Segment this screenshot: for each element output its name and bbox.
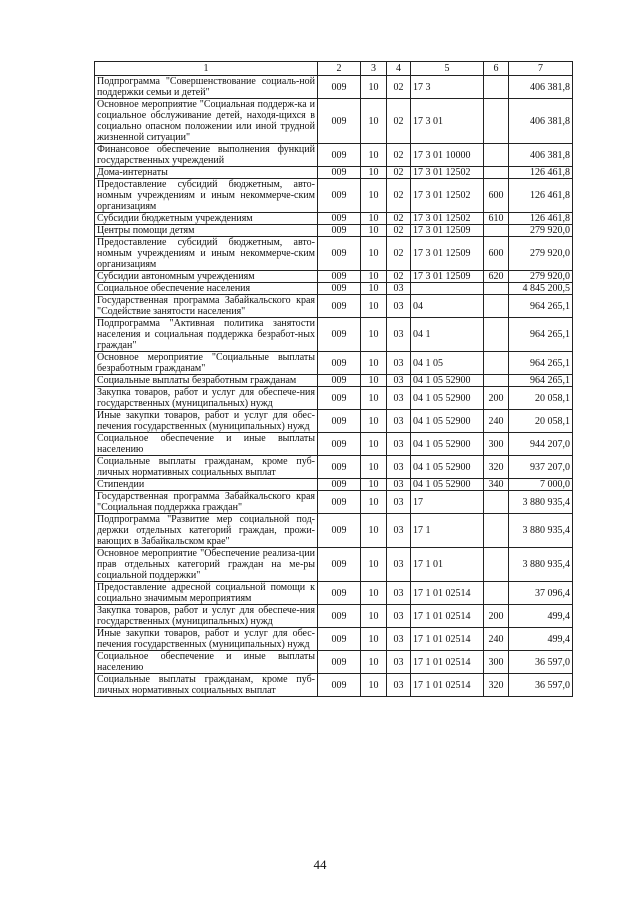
- cell-amount: 126 461,8: [509, 179, 573, 213]
- cell-amount: 4 845 200,5: [509, 283, 573, 295]
- cell-amount: 279 920,0: [509, 271, 573, 283]
- cell-subsection: 02: [387, 99, 411, 144]
- cell-amount: 937 207,0: [509, 456, 573, 479]
- cell-expense-type: [484, 352, 509, 375]
- table-row: [95, 514, 573, 548]
- cell-expense-type: 340: [484, 479, 509, 491]
- cell-expense-type: 200: [484, 605, 509, 628]
- cell-section: 10: [361, 144, 387, 167]
- cell-subsection: 03: [387, 479, 411, 491]
- cell-admin-code: 009: [318, 479, 361, 491]
- cell-name: Подпрограмма "Совершенствование социаль-ной поддержки семьи и детей": [95, 76, 318, 99]
- cell-amount: 3 880 935,4: [509, 491, 573, 514]
- cell-target-item: 04 1 05 52900: [411, 410, 484, 433]
- header-col-4: 4: [387, 62, 411, 76]
- cell-section: 10: [361, 410, 387, 433]
- cell-subsection: 02: [387, 144, 411, 167]
- cell-section: 10: [361, 375, 387, 387]
- cell-section: 10: [361, 225, 387, 237]
- cell-admin-code: 009: [318, 295, 361, 318]
- table-row: [95, 352, 573, 375]
- cell-subsection: 03: [387, 433, 411, 456]
- cell-section: 10: [361, 271, 387, 283]
- cell-name: Социальное обеспечение и иные выплаты населению: [95, 433, 318, 456]
- cell-name: Социальные выплаты безработным гражданам: [95, 375, 318, 387]
- cell-admin-code: 009: [318, 491, 361, 514]
- cell-admin-code: 009: [318, 514, 361, 548]
- cell-admin-code: 009: [318, 318, 361, 352]
- table-row: [95, 674, 573, 697]
- cell-subsection: 03: [387, 605, 411, 628]
- cell-target-item: 17 3 01: [411, 99, 484, 144]
- cell-admin-code: 009: [318, 352, 361, 375]
- table-row: [95, 605, 573, 628]
- cell-target-item: 17 3 01 12509: [411, 271, 484, 283]
- table-row: [95, 318, 573, 352]
- cell-amount: 279 920,0: [509, 225, 573, 237]
- cell-name: Иные закупки товаров, работ и услуг для обес-печения государственных (муниципальных) нужд: [95, 410, 318, 433]
- cell-target-item: 17 1 01: [411, 548, 484, 582]
- cell-admin-code: 009: [318, 144, 361, 167]
- cell-subsection: 03: [387, 491, 411, 514]
- header-col-7: 7: [509, 62, 573, 76]
- cell-expense-type: 600: [484, 179, 509, 213]
- cell-target-item: 17 3 01 10000: [411, 144, 484, 167]
- table-row: [95, 479, 573, 491]
- table-row: [95, 213, 573, 225]
- cell-section: 10: [361, 433, 387, 456]
- cell-name: Субсидии автономным учреждениям: [95, 271, 318, 283]
- cell-amount: 36 597,0: [509, 651, 573, 674]
- budget-table: [94, 61, 573, 697]
- table-row: [95, 295, 573, 318]
- cell-name: Социальное обеспечение и иные выплаты населению: [95, 651, 318, 674]
- table-row: [95, 433, 573, 456]
- cell-subsection: 03: [387, 628, 411, 651]
- table-row: [95, 179, 573, 213]
- table-row: [95, 548, 573, 582]
- cell-target-item: 17 3 01 12502: [411, 213, 484, 225]
- cell-section: 10: [361, 76, 387, 99]
- cell-admin-code: 009: [318, 456, 361, 479]
- cell-expense-type: 610: [484, 213, 509, 225]
- cell-admin-code: 009: [318, 387, 361, 410]
- cell-admin-code: 009: [318, 271, 361, 283]
- cell-amount: 3 880 935,4: [509, 548, 573, 582]
- cell-expense-type: [484, 375, 509, 387]
- cell-amount: 406 381,8: [509, 76, 573, 99]
- cell-amount: 964 265,1: [509, 318, 573, 352]
- cell-expense-type: 600: [484, 237, 509, 271]
- cell-target-item: 04 1 05 52900: [411, 433, 484, 456]
- header-col-3: 3: [361, 62, 387, 76]
- cell-name: Основное мероприятие "Социальная поддерж-ка и социальное обслуживание детей, находя-щихся в социально опасном положении или иной трудной жизненной ситуации": [95, 99, 318, 144]
- cell-target-item: 04: [411, 295, 484, 318]
- cell-name: Субсидии бюджетным учреждениям: [95, 213, 318, 225]
- table-row: [95, 651, 573, 674]
- cell-admin-code: 009: [318, 167, 361, 179]
- cell-target-item: 17: [411, 491, 484, 514]
- table-row: [95, 582, 573, 605]
- cell-target-item: 17 1 01 02514: [411, 651, 484, 674]
- table-row: [95, 410, 573, 433]
- cell-expense-type: [484, 548, 509, 582]
- cell-name: Финансовое обеспечение выполнения функций государственных учреждений: [95, 144, 318, 167]
- cell-name: Основное мероприятие "Обеспечение реализа-ции прав отдельных категорий граждан на ме-ры социальной поддержки": [95, 548, 318, 582]
- cell-subsection: 02: [387, 76, 411, 99]
- cell-section: 10: [361, 283, 387, 295]
- cell-expense-type: [484, 76, 509, 99]
- cell-section: 10: [361, 237, 387, 271]
- table-row: [95, 375, 573, 387]
- cell-subsection: 02: [387, 237, 411, 271]
- cell-amount: 964 265,1: [509, 295, 573, 318]
- cell-name: Социальные выплаты гражданам, кроме пуб-личных нормативных социальных выплат: [95, 456, 318, 479]
- cell-section: 10: [361, 387, 387, 410]
- cell-target-item: 04 1 05 52900: [411, 479, 484, 491]
- cell-section: 10: [361, 605, 387, 628]
- header-col-6: 6: [484, 62, 509, 76]
- cell-section: 10: [361, 651, 387, 674]
- cell-section: 10: [361, 674, 387, 697]
- cell-target-item: 04 1 05 52900: [411, 375, 484, 387]
- cell-amount: 406 381,8: [509, 99, 573, 144]
- cell-subsection: 03: [387, 548, 411, 582]
- table-row: [95, 99, 573, 144]
- table-row: [95, 271, 573, 283]
- cell-name: Предоставление субсидий бюджетным, авто-номным учреждениям и иным некоммерче-ским организациям: [95, 237, 318, 271]
- table-row: [95, 456, 573, 479]
- cell-expense-type: [484, 582, 509, 605]
- header-col-5: 5: [411, 62, 484, 76]
- cell-amount: 20 058,1: [509, 410, 573, 433]
- cell-subsection: 03: [387, 283, 411, 295]
- cell-section: 10: [361, 295, 387, 318]
- cell-expense-type: 620: [484, 271, 509, 283]
- cell-admin-code: 009: [318, 433, 361, 456]
- cell-target-item: [411, 283, 484, 295]
- cell-amount: 499,4: [509, 605, 573, 628]
- cell-expense-type: [484, 99, 509, 144]
- cell-admin-code: 009: [318, 548, 361, 582]
- cell-subsection: 02: [387, 179, 411, 213]
- cell-target-item: 17 1: [411, 514, 484, 548]
- cell-target-item: 17 1 01 02514: [411, 628, 484, 651]
- cell-expense-type: 240: [484, 410, 509, 433]
- table-row: [95, 283, 573, 295]
- cell-amount: 37 096,4: [509, 582, 573, 605]
- cell-target-item: 04 1: [411, 318, 484, 352]
- header-col-2: 2: [318, 62, 361, 76]
- cell-expense-type: 200: [484, 387, 509, 410]
- cell-expense-type: [484, 225, 509, 237]
- cell-target-item: 17 3: [411, 76, 484, 99]
- cell-name: Центры помощи детям: [95, 225, 318, 237]
- cell-expense-type: 320: [484, 456, 509, 479]
- cell-admin-code: 009: [318, 225, 361, 237]
- cell-subsection: 03: [387, 375, 411, 387]
- cell-admin-code: 009: [318, 674, 361, 697]
- cell-target-item: 04 1 05: [411, 352, 484, 375]
- cell-admin-code: 009: [318, 283, 361, 295]
- cell-amount: 944 207,0: [509, 433, 573, 456]
- cell-subsection: 03: [387, 582, 411, 605]
- cell-target-item: 17 1 01 02514: [411, 582, 484, 605]
- cell-subsection: 02: [387, 213, 411, 225]
- table-row: [95, 225, 573, 237]
- cell-section: 10: [361, 491, 387, 514]
- cell-section: 10: [361, 99, 387, 144]
- cell-admin-code: 009: [318, 582, 361, 605]
- cell-amount: 20 058,1: [509, 387, 573, 410]
- cell-expense-type: [484, 318, 509, 352]
- cell-admin-code: 009: [318, 213, 361, 225]
- header-col-1: 1: [95, 62, 318, 76]
- cell-amount: 7 000,0: [509, 479, 573, 491]
- cell-name: Стипендии: [95, 479, 318, 491]
- cell-admin-code: 009: [318, 605, 361, 628]
- cell-section: 10: [361, 167, 387, 179]
- cell-expense-type: 300: [484, 651, 509, 674]
- table-row: [95, 237, 573, 271]
- cell-subsection: 03: [387, 456, 411, 479]
- cell-amount: 126 461,8: [509, 167, 573, 179]
- cell-subsection: 03: [387, 295, 411, 318]
- cell-expense-type: [484, 283, 509, 295]
- cell-amount: 279 920,0: [509, 237, 573, 271]
- cell-amount: 3 880 935,4: [509, 514, 573, 548]
- cell-amount: 126 461,8: [509, 213, 573, 225]
- cell-target-item: 17 3 01 12509: [411, 225, 484, 237]
- cell-name: Социальные выплаты гражданам, кроме пуб-личных нормативных социальных выплат: [95, 674, 318, 697]
- cell-admin-code: 009: [318, 76, 361, 99]
- cell-section: 10: [361, 352, 387, 375]
- cell-target-item: 17 1 01 02514: [411, 674, 484, 697]
- cell-admin-code: 009: [318, 179, 361, 213]
- cell-subsection: 03: [387, 674, 411, 697]
- cell-name: Закупка товаров, работ и услуг для обеспече-ния государственных (муниципальных) нужд: [95, 387, 318, 410]
- table-row: [95, 628, 573, 651]
- table-row: [95, 76, 573, 99]
- cell-name: Основное мероприятие "Социальные выплаты безработным гражданам": [95, 352, 318, 375]
- cell-target-item: 17 1 01 02514: [411, 605, 484, 628]
- cell-section: 10: [361, 213, 387, 225]
- cell-admin-code: 009: [318, 628, 361, 651]
- cell-section: 10: [361, 179, 387, 213]
- cell-subsection: 02: [387, 225, 411, 237]
- cell-subsection: 03: [387, 387, 411, 410]
- cell-target-item: 04 1 05 52900: [411, 387, 484, 410]
- cell-admin-code: 009: [318, 99, 361, 144]
- page-number: 44: [313, 857, 327, 872]
- cell-amount: 36 597,0: [509, 674, 573, 697]
- cell-amount: 964 265,1: [509, 375, 573, 387]
- cell-section: 10: [361, 514, 387, 548]
- cell-amount: 499,4: [509, 628, 573, 651]
- cell-expense-type: 240: [484, 628, 509, 651]
- cell-section: 10: [361, 456, 387, 479]
- cell-name: Подпрограмма "Развитие мер социальной под-держки отдельных категорий граждан, прожи-вающих в Забайкальском крае": [95, 514, 318, 548]
- cell-expense-type: [484, 295, 509, 318]
- cell-section: 10: [361, 318, 387, 352]
- table-row: [95, 387, 573, 410]
- cell-target-item: 17 3 01 12502: [411, 179, 484, 213]
- cell-amount: 406 381,8: [509, 144, 573, 167]
- header-row: [95, 62, 573, 76]
- cell-admin-code: 009: [318, 375, 361, 387]
- cell-name: Предоставление субсидий бюджетным, авто-номным учреждениям и иным некоммерче-ским организациям: [95, 179, 318, 213]
- cell-subsection: 02: [387, 167, 411, 179]
- cell-subsection: 03: [387, 318, 411, 352]
- cell-target-item: 04 1 05 52900: [411, 456, 484, 479]
- cell-expense-type: [484, 144, 509, 167]
- cell-admin-code: 009: [318, 237, 361, 271]
- cell-section: 10: [361, 479, 387, 491]
- cell-name: Государственная программа Забайкальского края "Содействие занятости населения": [95, 295, 318, 318]
- table-row: [95, 491, 573, 514]
- cell-name: Социальное обеспечение населения: [95, 283, 318, 295]
- cell-subsection: 03: [387, 352, 411, 375]
- cell-target-item: 17 3 01 12502: [411, 167, 484, 179]
- table-row: [95, 144, 573, 167]
- cell-name: Иные закупки товаров, работ и услуг для обес-печения государственных (муниципальных) нужд: [95, 628, 318, 651]
- cell-subsection: 03: [387, 410, 411, 433]
- cell-admin-code: 009: [318, 651, 361, 674]
- cell-expense-type: [484, 514, 509, 548]
- cell-section: 10: [361, 628, 387, 651]
- cell-subsection: 03: [387, 651, 411, 674]
- cell-name: Закупка товаров, работ и услуг для обеспече-ния государственных (муниципальных) нужд: [95, 605, 318, 628]
- cell-name: Предоставление адресной социальной помощи к социально значимым мероприятиям: [95, 582, 318, 605]
- cell-subsection: 03: [387, 514, 411, 548]
- cell-section: 10: [361, 548, 387, 582]
- cell-section: 10: [361, 582, 387, 605]
- cell-expense-type: [484, 167, 509, 179]
- cell-name: Государственная программа Забайкальского края "Социальная поддержка граждан": [95, 491, 318, 514]
- table-row: [95, 167, 573, 179]
- cell-expense-type: 300: [484, 433, 509, 456]
- cell-admin-code: 009: [318, 410, 361, 433]
- cell-amount: 964 265,1: [509, 352, 573, 375]
- cell-name: Дома-интернаты: [95, 167, 318, 179]
- cell-name: Подпрограмма "Активная политика занятости населения и социальная поддержка безработ-ных граждан": [95, 318, 318, 352]
- cell-target-item: 17 3 01 12509: [411, 237, 484, 271]
- cell-subsection: 02: [387, 271, 411, 283]
- cell-expense-type: 320: [484, 674, 509, 697]
- cell-expense-type: [484, 491, 509, 514]
